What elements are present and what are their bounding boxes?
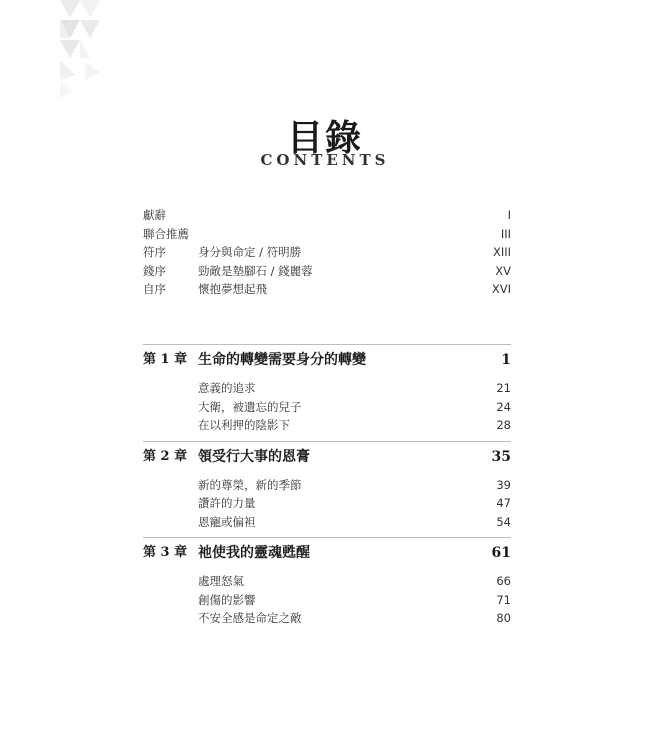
- chapter-page: 1: [501, 352, 511, 368]
- section-page: 66: [496, 574, 511, 588]
- chapter-number: 第 1 章: [143, 352, 188, 367]
- chapter-2: [143, 441, 511, 538]
- section-page: 39: [496, 477, 511, 492]
- section-title: 讚許的力量: [198, 496, 256, 510]
- chapter-title: 生命的轉變需要身分的轉變: [198, 352, 366, 368]
- section-title: 大衛，被遺忘的兒子: [198, 399, 302, 414]
- chapter-heading[interactable]: [143, 344, 511, 375]
- front-matter-page: XVI: [491, 282, 511, 296]
- front-matter-desc: 身分與命定 / 符明勝: [198, 245, 302, 259]
- front-matter-row[interactable]: [143, 262, 511, 281]
- section-row[interactable]: [143, 572, 511, 591]
- chapter-list: [143, 344, 511, 634]
- front-matter-desc: 勁敵是墊腳石 / 錢麗蓉: [198, 263, 313, 278]
- section-row[interactable]: [143, 416, 511, 435]
- chapter-number: 第 2 章: [143, 448, 188, 464]
- section-title: 處理怒氣: [198, 574, 244, 588]
- section-page: 21: [496, 381, 511, 395]
- front-matter-desc: 懷抱夢想起飛: [198, 282, 267, 296]
- section-row[interactable]: [143, 494, 511, 513]
- page-subtitle: CONTENTS: [260, 151, 390, 169]
- section-title: 創傷的影響: [198, 592, 256, 607]
- section-page: 80: [496, 611, 511, 625]
- front-matter-row[interactable]: [143, 243, 511, 262]
- chapter-3: [143, 537, 511, 634]
- section-row[interactable]: [143, 609, 511, 628]
- chapter-page: 35: [491, 448, 511, 465]
- section-row[interactable]: [143, 513, 511, 532]
- chapter-heading[interactable]: [143, 537, 511, 568]
- chapter-title: 祂使我的靈魂甦醒: [198, 545, 310, 561]
- section-title: 恩寵或偏袒: [198, 514, 256, 529]
- section-row[interactable]: [143, 591, 511, 610]
- front-matter-list: [143, 206, 511, 299]
- section-row[interactable]: [143, 379, 511, 398]
- section-page: 54: [496, 514, 511, 529]
- front-matter-label: 聯合推薦: [143, 226, 189, 241]
- section-page: 71: [496, 592, 511, 607]
- section-page: 24: [496, 399, 511, 414]
- front-matter-label: 獻辭: [143, 208, 166, 222]
- section-row[interactable]: [143, 476, 511, 495]
- front-matter-page: I: [507, 208, 511, 222]
- section-page: 28: [496, 418, 511, 432]
- chapter-number: 第 3 章: [143, 545, 188, 560]
- section-row[interactable]: [143, 398, 511, 417]
- chapter-title: 領受行大事的恩膏: [198, 448, 310, 465]
- section-title: 在以利押的陰影下: [198, 418, 290, 432]
- front-matter-row[interactable]: [143, 280, 511, 299]
- front-matter-page: III: [500, 226, 511, 241]
- front-matter-label: 符序: [143, 245, 166, 259]
- front-matter-row[interactable]: [143, 225, 511, 244]
- chapter-heading[interactable]: [143, 441, 511, 472]
- front-matter-page: XIII: [492, 245, 511, 259]
- section-page: 47: [496, 496, 511, 510]
- triangle-pattern-decoration: [0, 0, 110, 100]
- section-title: 不安全感是命定之敵: [198, 611, 302, 625]
- chapter-1: [143, 344, 511, 441]
- front-matter-label: 錢序: [143, 263, 166, 278]
- front-matter-page: XV: [495, 263, 511, 278]
- chapter-page: 61: [491, 545, 511, 561]
- front-matter-row[interactable]: [143, 206, 511, 225]
- section-title: 新的尊榮，新的季節: [198, 477, 302, 492]
- front-matter-label: 自序: [143, 282, 166, 296]
- page-title: 目錄: [286, 118, 363, 159]
- section-title: 意義的追求: [198, 381, 256, 395]
